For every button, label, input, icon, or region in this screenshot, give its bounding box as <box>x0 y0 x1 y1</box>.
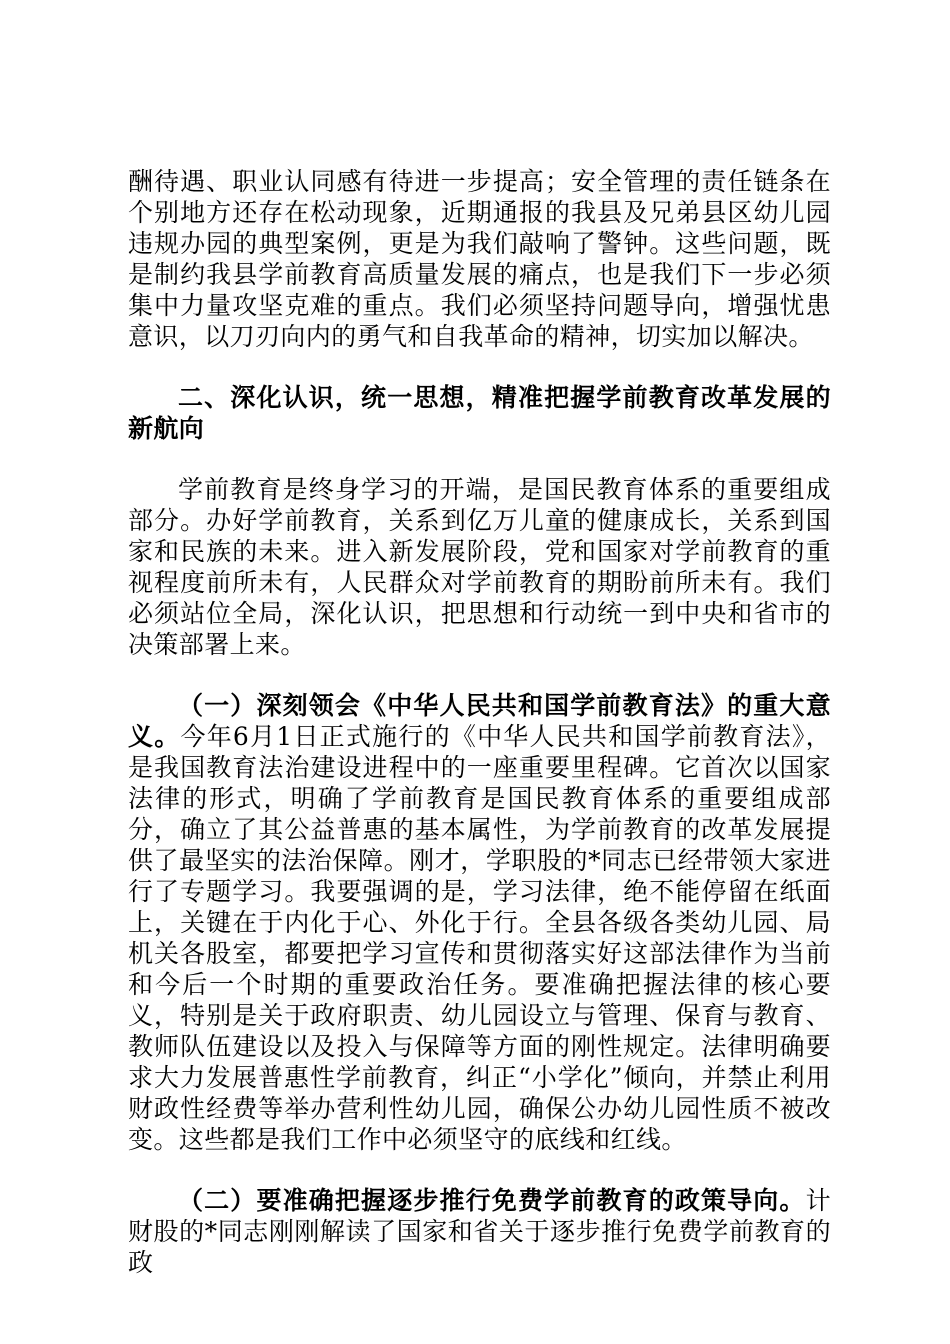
section-heading: 二、深化认识，统一思想，精准把握学前教育改革发展的新航向 <box>128 383 831 443</box>
paragraph-intro: 学前教育是终身学习的开端，是国民教育体系的重要组成部分。办好学前教育，关系到亿万儿童的健康成长，关系到国家和民族的未来。进入新发展阶段，党和国家对学前教育的重视程度前所未有，人民群众对学前教育的期盼前所未有。我们必须站位全局，深化认识，把思想和行动统一到中央和省市的决策部署上来。 <box>128 475 831 659</box>
subsection-2-body: 计财股的*同志刚刚解读了国家和省关于逐步推行免费学前教育的政 <box>128 1186 831 1277</box>
subsection-2-lead: （二）要准确把握逐步推行免费学前教育的政策导向。 <box>178 1186 806 1215</box>
subsection-1-lead: （一）深刻领会《中华人民共和国学前教育法》的重大意义。 <box>128 691 831 751</box>
paragraph-subsection-1 <box>128 690 831 1155</box>
document-page <box>128 166 831 1278</box>
paragraph-subsection-2 <box>128 1185 831 1278</box>
paragraph-continued: 酬待遇、职业认同感有待进一步提高；安全管理的责任链条在个别地方还存在松动现象，近期通报的我县及兄弟县区幼儿园违规办园的典型案例，更是为我们敲响了警钟。这些问题，既是制约我县学前教育高质量发展的痛点，也是我们下一步必须集中力量攻坚克难的重点。我们必须坚持问题导向，增强忧患意识，以刀刃向内的勇气和自我革命的精神，切实加以解决。 <box>128 167 831 351</box>
subsection-1-body: 今年6月1日正式施行的《中华人民共和国学前教育法》，是我国教育法治建设进程中的一座重要里程碑。它首次以国家法律的形式，明确了学前教育是国民教育体系的重要组成部分，确立了其公益普惠的基本属性，为学前教育的改革发展提供了最坚实的法治保障。刚才，学职股的*同志已经带领大家进行了专题学习。我要强调的是，学习法律，绝不能停留在纸面上，关键在于内化于心、外化于行。全县各级各类幼儿园、局机关各股室，都要把学习宣传和贯彻落实好这部法律作为当前和今后一个时期的重要政治任务。要准确把握法律的核心要义，特别是关于政府职责、幼儿园设立与管理、保育与教育、教师队伍建设以及投入与保障等方面的刚性规定。法律明确要求大力发展普惠性学前教育，纠正“小学化”倾向，并禁止利用财政性经费等举办营利性幼儿园，确保公办幼儿园性质不被改变。这些都是我们工作中必须坚守的底线和红线。 <box>128 722 831 1154</box>
